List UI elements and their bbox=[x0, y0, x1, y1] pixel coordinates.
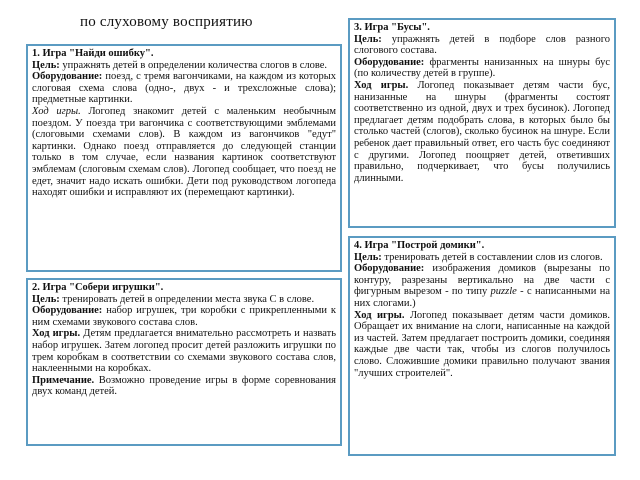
game-note bbox=[32, 375, 336, 398]
equipment-text: фрагменты нанизанных на шнуры бус (по количеству детей в группе). bbox=[354, 56, 610, 80]
game-heading: 1. Игра "Найди ошибку". bbox=[32, 48, 154, 59]
game-progress bbox=[32, 328, 336, 374]
game-card-find-mistake bbox=[26, 44, 342, 272]
game-goal bbox=[354, 252, 610, 264]
game-equipment bbox=[354, 57, 610, 80]
equipment-label: Оборудование: bbox=[354, 263, 425, 275]
equipment-text: поезд, с тремя вагончиками, на каждом из которых слоговая схема слова (одно-, двух - и трехсложные слова); предметные картинки. bbox=[32, 71, 336, 106]
progress-label: Ход игры. bbox=[354, 79, 409, 91]
progress-text: Детям предлагается внимательно рассмотреть и назвать набор игрушек. Затем логопед просит детей разложить игрушки по трем коробкам в соответствии со схемами звукового состава слов, наклеенными на коробках. bbox=[32, 328, 336, 375]
game-card-beads bbox=[348, 18, 616, 228]
goal-label: Цель: bbox=[32, 59, 60, 71]
game-equipment bbox=[32, 305, 336, 328]
game-goal bbox=[32, 60, 336, 72]
goal-text: тренировать детей в определении места звука С в слове. bbox=[59, 293, 315, 305]
game-equipment bbox=[354, 263, 610, 309]
game-goal bbox=[354, 34, 610, 57]
game-heading: 4. Игра "Построй домики". bbox=[354, 240, 485, 251]
page-title: по слуховому восприятию bbox=[80, 14, 253, 30]
game-goal bbox=[32, 294, 336, 306]
game-card-build-houses bbox=[348, 236, 616, 456]
progress-text: Логопед показывает детям части бус, нанизанные на шнуры (фрагменты состоят соответственно из одной, двух и трех бусинок). Логопед предлагает детям подобрать слова, в которых было бы столько частей (слогов), сколько бусинок на шнуре. Если ребенок дает правильный ответ, его часть бус соединяют с другими. Логопед поощряет детей, ответивших правильно, подчеркивает, что бусы получились длинными. bbox=[354, 79, 610, 184]
equipment-text-a: изображения домиков (вырезаны по контуру, разрезаны вертикально на две части с фигурным вырезом - по типу bbox=[354, 263, 610, 298]
goal-text: упражнять детей в подборе слов разного слогового состава. bbox=[354, 33, 610, 57]
goal-label: Цель: bbox=[354, 251, 382, 263]
game-heading: 3. Игра "Бусы". bbox=[354, 22, 430, 33]
goal-label: Цель: bbox=[354, 33, 382, 45]
progress-label: Ход игры. bbox=[354, 309, 405, 321]
equipment-text: набор игрушек, три коробки с прикрепленными к ним схемами звукового состава слов. bbox=[32, 305, 336, 328]
game-equipment bbox=[32, 71, 336, 106]
note-label: Примечание. bbox=[32, 374, 95, 386]
equipment-label: Оборудование: bbox=[354, 56, 425, 68]
equipment-text-b: - с написанными на них слогами.) bbox=[354, 286, 610, 309]
goal-text: упражнять детей в определении количества слогов в слове. bbox=[59, 59, 328, 71]
game-progress bbox=[32, 106, 336, 199]
game-card-collect-toys bbox=[26, 278, 342, 446]
equipment-label: Оборудование: bbox=[32, 305, 103, 317]
note-text: Возможно проведение игры в форме соревнования двух команд детей. bbox=[32, 374, 336, 398]
game-progress bbox=[354, 80, 610, 184]
goal-label: Цель: bbox=[32, 293, 60, 305]
game-heading: 2. Игра "Собери игрушки". bbox=[32, 282, 164, 293]
equipment-label: Оборудование: bbox=[32, 71, 103, 83]
equipment-puzzle-word: puzzle bbox=[490, 286, 517, 298]
progress-text: Логопед показывает детям части домиков. Обращает их внимание на слоги, написанные на каждой из частей. Затем предлагает построить домики, соединяя каждые две части так, чтобы из слогов получилось слово. Сложившие домики правильно получают звания "лучших строителей". bbox=[354, 309, 610, 379]
progress-text: Логопед знакомит детей с маленьким необычным поездом. У поезда три вагончика с соответствующими эмблемами (слоговыми схемами слов). В каждом из вагончиков "едут" картинки. Однако поезд отправляется до следующей станции только в том случае, если названия картинок соответствуют эмблемам (слоговым схемам слов). Логопед сообщает, что поезд не едет, значит надо искать ошибки. Дети под руководством логопеда находят ошибки и исправляют их (перемещают картинки). bbox=[32, 105, 336, 199]
goal-text: тренировать детей в составлении слов из слогов. bbox=[381, 251, 603, 263]
progress-label: Ход игры. bbox=[32, 328, 81, 340]
progress-label: Ход игры. bbox=[32, 105, 81, 117]
game-progress bbox=[354, 310, 610, 380]
